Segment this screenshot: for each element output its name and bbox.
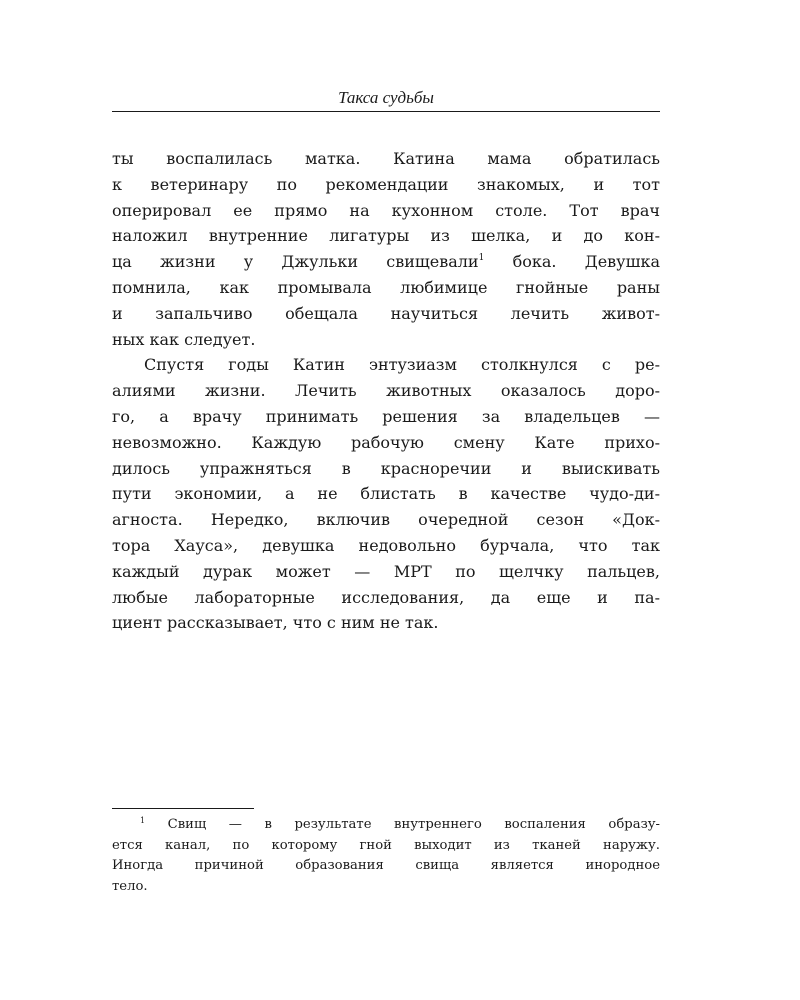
footnote-rule (112, 808, 254, 809)
text-line: оперировал ее прямо на кухонном столе. Тот врач (112, 200, 660, 220)
text-line: дилось упражняться в красноречии и выискивать (112, 458, 660, 478)
header-rule (112, 111, 660, 112)
text-line: к ветеринару по рекомендации знакомых, и тот (112, 174, 660, 194)
text-line: невозможно. Каждую рабочую смену Кате прихо- (112, 432, 660, 452)
text-line: го, а врачу принимать решения за владельцев — (112, 406, 660, 426)
text-line: каждый дурак может — МРТ по щелчку пальцев, (112, 561, 660, 581)
text-line: циент рассказывает, что с ним не так. (112, 613, 439, 633)
footnote-line: ется канал, по которому гной выходит из тканей наружу. (112, 837, 660, 853)
text-line: Спустя годы Катин энтузиазм столкнулся с ре- (144, 355, 660, 375)
text-line: наложил внутренние лигатуры из шелка, и до кон- (112, 226, 660, 246)
footnote-reference[interactable]: 1 (478, 253, 485, 264)
text-line: алиями жизни. Лечить животных оказалось доро- (112, 381, 660, 401)
footnote (112, 815, 660, 897)
main-text (112, 146, 660, 636)
text-line: любые лабораторные исследования, да еще и па- (112, 587, 660, 607)
text-line: агноста. Нередко, включив очередной сезон «Док- (112, 510, 660, 530)
text-segment: Свищ — в результате внутреннего воспаления образу- (167, 817, 660, 832)
text-line: ты воспалилась матка. Катина мама обратилась (112, 149, 660, 168)
text-segment: бока. Девушка (512, 252, 661, 272)
text-line-with-footnote (112, 249, 660, 275)
text-line: помнила, как промывала любимице гнойные раны (112, 277, 660, 297)
footnote-line (112, 815, 660, 836)
running-head-title: Такса судьбы (338, 88, 434, 107)
text-line: ных как следует. (112, 329, 256, 349)
footnote-line: тело. (112, 878, 148, 894)
text-line: и запальчиво обещала научиться лечить живот- (112, 303, 660, 323)
text-line: пути экономии, а не блистать в качестве чудо-ди- (112, 484, 660, 504)
footnote-line: Иногда причиной образования свища является инородное (112, 858, 660, 874)
text-line: тора Хауса», девушка недовольно бурчала, что так (112, 535, 660, 555)
footnote-marker: 1 (140, 816, 146, 825)
text-segment: ца жизни у Джульки свищевали (112, 252, 479, 272)
